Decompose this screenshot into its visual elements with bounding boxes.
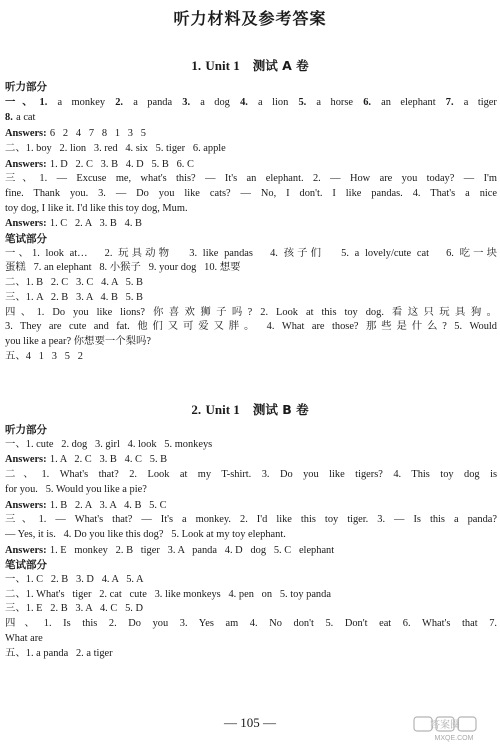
q-number: 3. (182, 96, 191, 108)
section-b-listening-q2-line2: for you. 5. Would you like a pie? (5, 483, 147, 495)
section-b-written-q4-line2: What are (5, 632, 43, 644)
section-a-listening-header: 听力部分 (5, 81, 47, 93)
watermark-logo (412, 715, 496, 743)
page-title: 听力材料及参考答案 (173, 9, 327, 28)
section-b-answers-2 (5, 498, 497, 514)
answers-values: 6 2 4 7 8 1 3 5 (49, 128, 146, 140)
q-number: 7. (445, 96, 454, 108)
page-number: — 105 — (224, 715, 276, 730)
section-a-written-q3: 三、1. A 2. B 3. A 4. B 5. B (5, 291, 143, 303)
section-a-written-q4-line2: 3. They are cute and fat. 他们又可爱又胖。 4. What are those? 那些是什么? 5. Would (5, 321, 497, 333)
q-number: 一、1. (5, 96, 48, 108)
section-b-listening-header: 听力部分 (5, 424, 47, 436)
section-a-written-q1-line1: 一、1. look at… 2. 玩具动物 3. like pandas 4. 孩子们 5. a lovely/cute cat 6. 吃一块 (5, 247, 497, 259)
answers-values: 1. B 2. A 3. A 4. B 5. C (49, 499, 167, 511)
section-a-written-q2: 二、1. B 2. C 3. C 4. A 5. B (5, 277, 143, 289)
section-a-written-header: 笔试部分 (5, 233, 47, 246)
answer-text: a lion (258, 96, 289, 108)
section-a-test-name: 测试 A 卷 (252, 58, 309, 73)
section-b-listening-q2-line1: 二、1. What's that? 2. Look at my T-shirt. 3. Do you like tigers? 4. This toy dog is (5, 469, 497, 481)
section-a-listening-q3-line3: toy dog, I like it. I'd like this toy dog, Mum. (5, 202, 188, 214)
section-a-listening-q3-line2: fine. Thank you. 3. — Do you like cats? — No, I don't. I like pandas. 4. That's a nice (5, 187, 497, 199)
answers-label: Answers: (5, 128, 47, 140)
answers-label: Answers: (5, 454, 47, 466)
section-b-written-q2: 二、1. What's tiger 2. cat cute 3. like monkeys 4. pen on 5. toy panda (5, 588, 331, 600)
answers-values: 1. C 2. A 3. B 4. B (49, 218, 142, 230)
section-a-listening-q1 (5, 95, 497, 111)
section-b-body (5, 423, 497, 661)
section-b-answers-3 (5, 543, 497, 559)
answer-text: a horse (316, 96, 354, 108)
answers-values: 1. D 2. C 3. B 4. D 5. B 6. C (49, 158, 194, 170)
answer-text: a monkey (57, 96, 106, 108)
section-a-answers-1 (5, 126, 497, 142)
section-b-listening-q1: 一、1. cute 2. dog 3. girl 4. look 5. monkeys (5, 438, 213, 450)
section-b-test-name: 测试 B 卷 (252, 402, 309, 417)
section-b-written-q4-line1: 四、1. Is this 2. Do you 3. Yes am 4. No don't 5. Don't eat 6. What's that 7. (5, 618, 497, 630)
section-a-answers-3 (5, 216, 497, 232)
section-b-written-header: 笔试部分 (5, 559, 47, 572)
section-b-number: 2. (191, 402, 202, 417)
section-a-body (5, 80, 497, 364)
section-b-written-q3: 三、1. E 2. B 3. A 4. C 5. D (5, 603, 143, 615)
section-a-written-q4-line1: 四、1. Do you like lions? 你喜欢狮子吗? 2. Look at this toy dog. 看这只玩具狗。 (5, 306, 497, 318)
q-number: 5. (298, 96, 307, 108)
section-a-written-q4-line3: you like a pear? 你想要一个梨吗? (5, 335, 152, 347)
section-a-written-q1-line2: 蛋糕 7. an elephant 8. 小猴子 9. your dog 10. 想要 (5, 262, 241, 274)
answers-label: Answers: (5, 544, 47, 556)
section-b-title (0, 400, 500, 418)
section-b-listening-q3-line2: — Yes, it is. 4. Do you like this dog? 5. Look at my toy elephant. (5, 528, 286, 540)
section-b-written-q1: 一、1. C 2. B 3. D 4. A 5. A (5, 574, 144, 586)
section-b-listening-q3-line1: 三、1. — What's that? — It's a monkey. 2. I'd like this toy tiger. 3. — Is this a panda? (5, 514, 497, 526)
section-a-listening-q3-line1: 三、1. — Excuse me, what's this? — It's an elephant. 2. — How are you today? — I'm (5, 173, 497, 185)
answer-text: a cat (16, 112, 36, 124)
watermark-text: 答案圈 (430, 720, 460, 731)
section-b-written-q5: 五、1. a panda 2. a tiger (5, 647, 113, 659)
section-b-answers-1 (5, 452, 497, 468)
answers-values: 1. A 2. C 3. B 4. C 5. B (49, 454, 168, 466)
watermark-sub: MXQE.COM (434, 735, 474, 742)
answers-values: 1. E monkey 2. B tiger 3. A panda 4. D dog 5. C elephant (49, 544, 335, 556)
answer-text: a tiger (463, 96, 497, 108)
q-number: 4. (240, 96, 248, 108)
section-a-title (0, 56, 500, 74)
section-a-listening-q1-cont (5, 110, 497, 126)
section-b-unit: Unit 1 (205, 402, 240, 417)
q-number: 8. (5, 112, 13, 124)
section-a-listening-q2: 二、1. boy 2. lion 3. red 4. six 5. tiger 6. apple (5, 142, 226, 154)
section-a-number: 1. (191, 58, 202, 73)
q-number: 6. (363, 96, 371, 108)
answers-label: Answers: (5, 218, 47, 230)
section-a-written-q5: 五、4 1 3 5 2 (5, 350, 83, 362)
answer-text: a panda (133, 96, 173, 108)
section-a-answers-2 (5, 157, 497, 173)
q-number: 2. (115, 96, 124, 108)
answers-label: Answers: (5, 158, 47, 170)
section-a-unit: Unit 1 (205, 58, 240, 73)
answers-label: Answers: (5, 499, 47, 511)
answer-text: a dog (200, 96, 230, 108)
answer-text: an elephant (381, 96, 436, 108)
